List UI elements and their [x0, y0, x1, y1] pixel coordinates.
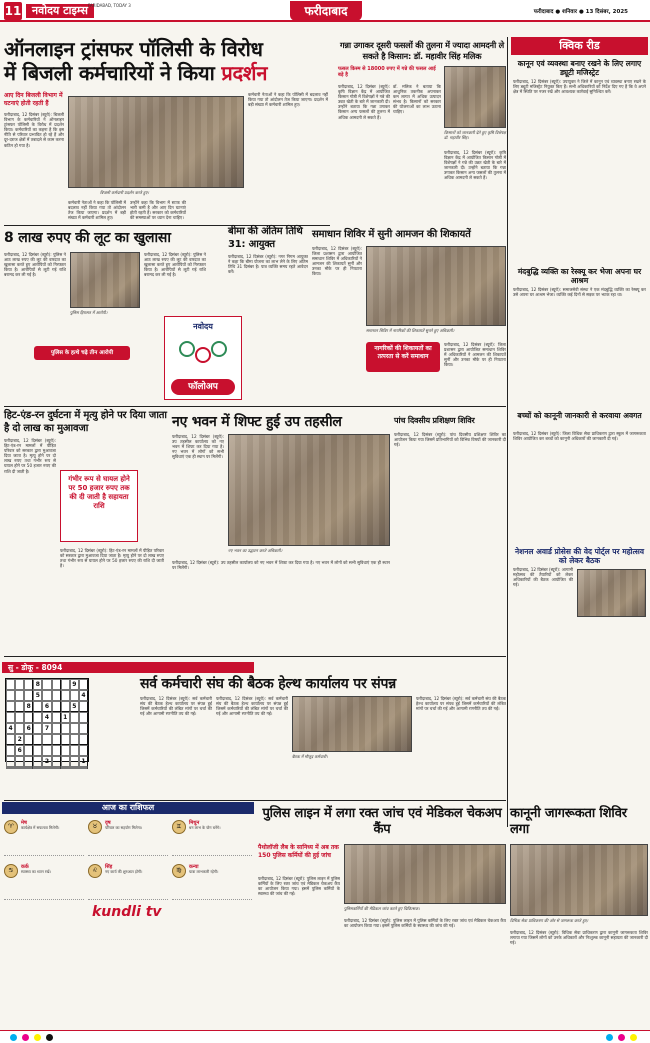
lead-headline-highlight: प्रदर्शन [221, 61, 268, 85]
footer-color-bar [0, 1030, 650, 1043]
sudoku-cell[interactable] [61, 690, 70, 701]
farmers-kicker: फसल किस्म से 18000 रुपए में गन्ने की फसल आई बड़े है [338, 66, 436, 79]
sudoku-cell[interactable] [61, 723, 70, 734]
quick-read-item4-head: नेशनल अवार्ड प्रोसेस की वेद पोर्ट्ल पर महोत्सव को लेकर बैठक [514, 547, 645, 565]
sudoku-cell[interactable] [52, 734, 61, 745]
rashi-item [88, 818, 168, 856]
blood-camp-caption: पुलिसकर्मियों की मेडिकल जांच करते हुए चिकित्सक। [344, 906, 420, 911]
sudoku-cell[interactable]: 6 [15, 745, 24, 756]
rashi-name: सिंह [105, 864, 113, 870]
rashi-name: मेष [21, 820, 27, 826]
union-photo [292, 696, 412, 752]
sudoku-cell[interactable] [6, 701, 15, 712]
farmers-headline: गन्ना उगाकर दूसरी फसलों की तुलना में ज्यादा आमदनी ले सकते है किसान: डॉ. महावीर सिंह मलिक [339, 40, 504, 61]
sudoku-cell[interactable] [42, 745, 51, 756]
quick-read-item1-body: फरीदाबाद, 12 दिसंबर (ब्यूरो): उपायुक्त ने जिले में कानून एवं व्यवस्था बनाए रखने के लिए ड्यूटी मजिस्ट्रेट नियुक्त किए हैं। सभी अधिकारियों को निर्देश दिए गए हैं कि वे अपने क्षेत्र में स्थिति पर नजर रखें और आवश्यक कार्रवाई सुनिश्चित करें। [513, 79, 646, 95]
sudoku-cell[interactable] [24, 690, 33, 701]
lead-photo [68, 96, 244, 188]
yellow-swatch [34, 1034, 41, 1041]
samadhan-photo [366, 246, 506, 326]
sudoku-cell[interactable] [15, 767, 24, 769]
sudoku-cell[interactable] [33, 756, 42, 767]
farmers-photo [444, 66, 506, 128]
union-headline: सर्व कर्मचारी संघ की बैठक हेल्थ कार्यालय पर संपन्न [140, 676, 397, 692]
union-body: फरीदाबाद, 12 दिसंबर (ब्यूरो): सर्व कर्मचारी संघ की बैठक हेल्थ कार्यालय पर संपन्न हुई जिसमें कर्मचारियों की लंबित मांगों पर चर्चा की गई और आगामी रणनीति तय की गई। [140, 696, 212, 717]
app-ad-circles [179, 337, 227, 375]
samadhan-headline-text: समाधान शिविर में सुनी आमजन की शिकायतें [312, 229, 471, 240]
tehsil-headline: नए भवन में शिफ्ट हुई उप तहसील [172, 414, 342, 430]
sudoku-cell[interactable] [42, 679, 51, 690]
sudoku-cell[interactable] [15, 679, 24, 690]
rashi-text: स्वास्थ्य का ध्यान रखें। [21, 869, 51, 874]
loot-caption: पुलिस हिरासत में आरोपी। [70, 310, 108, 315]
sudoku-cell[interactable] [15, 723, 24, 734]
quick-read-item3-head: बच्चों को कानूनी जानकारी से करवाया अवगत [517, 411, 642, 420]
sudoku-cell[interactable] [15, 690, 24, 701]
sudoku-cell[interactable] [79, 723, 88, 734]
loot-badge: पुलिस के हत्थे चढ़े तीन आरोपी [34, 346, 130, 360]
yellow-swatch [630, 1034, 637, 1041]
column-divider [507, 37, 508, 827]
quick-read-item1-head: कानून एवं व्यवस्था बनाए रखने के लिए लगाए ड्यूटी मजिस्ट्रेट [517, 59, 642, 77]
cyan-swatch [10, 1034, 17, 1041]
sudoku-cell[interactable]: 5 [33, 690, 42, 701]
lead-body-continued: कर्मचारी नेताओं ने कहा कि पॉलिसी में बदलाव नहीं किया गया तो आंदोलन तेज किया जाएगा। प्रदर्शन में बड़ी संख्या में कर्मचारी शामिल हुए। [248, 92, 328, 108]
sudoku-cell[interactable] [70, 734, 79, 745]
kundli-brand: kundli tv [92, 904, 162, 920]
sudoku-cell[interactable] [61, 734, 70, 745]
lead-headline-part: में बिजली कर्मचारियों ने किया [4, 61, 215, 85]
zodiac-icon: ♋ [4, 864, 18, 878]
sudoku-cell[interactable] [6, 767, 15, 769]
farmers-body-2: डॉ. मलिक ने बताया कि आधुनिक तकनीक अपनाकर कम लागत में अधिक उत्पादन संभव है। किसानों को सरकार की योजनाओं का लाभ उठाना चाहिए। [393, 84, 441, 115]
samadhan-body-2: फरीदाबाद, 12 दिसंबर (ब्यूरो): जिला प्रशासन द्वारा आयोजित समाधान शिविर में अधिकारियों ने आमजन की शिकायतें सुनीं और उनका मौके पर ही निपटारा किया। [444, 342, 506, 368]
loot-photo [70, 252, 140, 308]
divider [4, 656, 506, 657]
sudoku-cell[interactable] [33, 767, 42, 769]
quick-read-sidebar [509, 37, 650, 867]
sudoku-cell[interactable] [70, 756, 79, 767]
sudoku-cell[interactable]: 4 [79, 690, 88, 701]
loot-body: फरीदाबाद, 12 दिसंबर (ब्यूरो): पुलिस ने आठ लाख रुपए की लूट की वारदात का खुलासा करते हुए आरोपियों को गिरफ्तार किया है। आरोपियों से लूटी गई राशि बरामद कर ली गई है। [4, 252, 66, 278]
lead-headline [4, 37, 334, 85]
sudoku-cell[interactable]: 7 [42, 723, 51, 734]
lead-headline-line-1: ऑनलाइन ट्रांसफर पॉलिसी के विरोध [4, 37, 263, 61]
sudoku-cell[interactable] [70, 690, 79, 701]
farmers-body: फरीदाबाद, 12 दिसंबर (ब्यूरो): कृषि विज्ञान केंद्र में आयोजित किसान गोष्ठी में विशेषज्ञों ने गन्ने की उन्नत खेती के बारे में जानकारी दी। उन्होंने बताया कि गन्ना उगाकर किसान अन्य फसलों की तुलना में अधिक आमदनी ले सकते हैं। [338, 84, 390, 120]
rashi-text: यात्रा लाभकारी रहेगी। [189, 869, 219, 874]
sudoku-band: सु - डोकू - 8094 [2, 662, 254, 673]
app-ad-label: फॉलोअप [171, 379, 235, 395]
tehsil-photo [228, 434, 390, 546]
union-body-2: फरीदाबाद, 12 दिसंबर (ब्यूरो): सर्व कर्मचारी संघ की बैठक हेल्थ कार्यालय पर संपन्न हुई जिसमें कर्मचारियों की लंबित मांगों पर चर्चा की गई और आगामी रणनीति तय की गई। [216, 696, 288, 717]
rashi-item [4, 818, 84, 856]
divider [4, 800, 506, 801]
accident-box: गंभीर रूप से घायल होने पर 50 हजार रुपए तक की दी जाती है सहायता राशि [60, 470, 138, 542]
sudoku-cell[interactable]: 1 [79, 756, 88, 767]
sudoku-cell[interactable]: 2 [42, 756, 51, 767]
sudoku-cell[interactable] [24, 767, 33, 769]
sudoku-cell[interactable] [61, 679, 70, 690]
sudoku-cell[interactable] [33, 701, 42, 712]
masthead [0, 0, 650, 22]
farmers-body-3: फरीदाबाद, 12 दिसंबर (ब्यूरो): कृषि विज्ञान केंद्र में आयोजित किसान गोष्ठी में विशेषज्ञों ने गन्ने की उन्नत खेती के बारे में जानकारी दी। उन्होंने बताया कि गन्ना उगाकर किसान अन्य फसलों की तुलना में अधिक आमदनी ले सकते हैं। [444, 150, 506, 181]
zodiac-icon: ♈ [4, 820, 18, 834]
zodiac-icon: ♌ [88, 864, 102, 878]
sudoku-cell[interactable] [6, 734, 15, 745]
quick-read-photo [577, 569, 646, 617]
black-swatch [46, 1034, 53, 1041]
brand-logo: नवोदय टाइम्स [26, 4, 94, 18]
sudoku-cell[interactable] [52, 679, 61, 690]
blood-camp-photo [344, 844, 506, 904]
legal-camp-body: फरीदाबाद, 12 दिसंबर (ब्यूरो): विधिक सेवा प्राधिकरण द्वारा कानूनी जागरूकता शिविर लगाया गया जिसमें लोगों को उनके अधिकारों और निःशुल्क कानूनी सहायता की जानकारी दी गई। [510, 930, 648, 946]
training-headline: पांच दिवसीय प्रशिक्षण शिविर [394, 416, 475, 425]
insurance-headline: बीमा की अंतिम तिथि 31: आयुक्त [228, 226, 303, 250]
sudoku-cell[interactable] [70, 712, 79, 723]
sudoku-cell[interactable] [42, 690, 51, 701]
sudoku-cell[interactable] [42, 767, 51, 769]
insurance-body: फरीदाबाद, 12 दिसंबर (ब्यूरो): नगर निगम आयुक्त ने कहा कि बीमा योजना का लाभ लेने के लिए अंतिम तिथि 31 दिसंबर है। पात्र व्यक्ति समय रहते आवेदन करें। [228, 254, 308, 275]
quick-read-item2-body: फरीदाबाद, 12 दिसंबर (ब्यूरो): समाजसेवी संस्था ने एक मंदबुद्धि व्यक्ति का रेस्क्यू कर उसे अपना घर आश्रम भेजा। व्यक्ति कई दिनों से सड़क पर भटक रहा था। [513, 287, 646, 298]
sudoku-cell[interactable] [61, 767, 70, 769]
tehsil-body-2: फरीदाबाद, 12 दिसंबर (ब्यूरो): उप तहसील कार्यालय को नए भवन में शिफ्ट कर दिया गया है। नए भवन में लोगों को सभी सुविधाएं एक ही स्थान पर मिलेंगी। [172, 560, 390, 571]
samadhan-caption: समाधान शिविर में नागरिकों की शिकायतें सुनते हुए अधिकारी। [366, 328, 455, 333]
sudoku-cell[interactable] [52, 723, 61, 734]
blood-camp-headline: पुलिस लाइन में लगा रक्त जांच एवं मेडिकल चेकअप कैंप [262, 806, 502, 837]
zodiac-icon: ♉ [88, 820, 102, 834]
rashi-name: वृष [105, 820, 111, 826]
divider [4, 406, 506, 407]
lead-headline-line-2 [4, 61, 334, 85]
sudoku-cell[interactable] [61, 701, 70, 712]
sudoku-cell[interactable]: 8 [33, 679, 42, 690]
samadhan-quote: नागरिकों की शिकायतों का तत्परता से करें समाधान [366, 342, 440, 372]
sudoku-cell[interactable]: 9 [70, 679, 79, 690]
sudoku-cell[interactable]: 4 [6, 723, 15, 734]
sudoku-cell[interactable] [52, 767, 61, 769]
union-caption: बैठक में मौजूद कर्मचारी। [292, 754, 328, 759]
app-ad-brand: नवोदय [193, 322, 213, 331]
rashi-item [172, 818, 252, 856]
sudoku-cell[interactable] [33, 734, 42, 745]
rashi-item [4, 862, 84, 900]
rashi-name: कर्क [21, 864, 29, 870]
lead-body-2: कर्मचारी नेताओं ने कहा कि पॉलिसी में बदलाव नहीं किया गया तो आंदोलन तेज किया जाएगा। प्रदर्शन में बड़ी संख्या में कर्मचारी शामिल हुए। [68, 200, 126, 221]
rashi-item [88, 862, 168, 900]
sudoku-cell[interactable]: 6 [42, 701, 51, 712]
loot-headline: 8 लाख रुपए की लूट का खुलासा [4, 230, 171, 246]
sudoku-cell[interactable] [70, 767, 79, 769]
legal-camp-headline: कानूनी जागरूकता शिविर लगा [510, 806, 627, 837]
sudoku-cell[interactable] [61, 745, 70, 756]
brand-subtitle: FARIDABAD, TODAY 3 [88, 3, 131, 8]
lead-caption: बिजली कर्मचारी प्रदर्शन करते हुए। [100, 190, 150, 195]
accident-body: फरीदाबाद, 12 दिसंबर (ब्यूरो): हिट-एंड-रन मामलों में पीड़ित परिवार को सरकार द्वारा मुआवजा दिया जाता है। मृत्यु होने पर दो लाख रुपए तथा गंभीर रूप से घायल होने पर 50 हजार रुपए की राशि दी जाती है। [4, 438, 56, 474]
rashi-text: नए कार्य की शुरुआत होगी। [105, 869, 143, 874]
sudoku-cell[interactable] [6, 679, 15, 690]
legal-camp-caption: विधिक सेवा प्राधिकरण की ओर से जागरूक करते हुए। [510, 918, 589, 923]
sudoku-cell[interactable]: 8 [24, 701, 33, 712]
training-body: फरीदाबाद, 12 दिसंबर (ब्यूरो): पांच दिवसीय प्रशिक्षण शिविर का आयोजन किया गया जिसमें प्रतिभागियों को विभिन्न विषयों की जानकारी दी गई। [394, 432, 506, 448]
tehsil-body: फरीदाबाद, 12 दिसंबर (ब्यूरो): उप तहसील कार्यालय को नए भवन में शिफ्ट कर दिया गया है। नए भवन में लोगों को सभी सुविधाएं एक ही स्थान पर मिलेंगी। [172, 434, 224, 460]
sudoku-cell[interactable] [33, 723, 42, 734]
sudoku-cell[interactable] [52, 756, 61, 767]
loot-body-2: फरीदाबाद, 12 दिसंबर (ब्यूरो): पुलिस ने आठ लाख रुपए की लूट की वारदात का खुलासा करते हुए आरोपियों को गिरफ्तार किया है। आरोपियों से लूटी गई राशि बरामद कर ली गई है। [144, 252, 206, 278]
rashi-text: परिवार का सहयोग मिलेगा। [105, 825, 143, 830]
sudoku-cell[interactable] [79, 679, 88, 690]
sudoku-cell[interactable] [42, 734, 51, 745]
sudoku-cell[interactable] [52, 712, 61, 723]
sudoku-cell[interactable] [24, 756, 33, 767]
farmers-caption: किसानों को जानकारी देते हुए कृषि विशेषज्ञ डॉ. महावीर सिंह। [444, 130, 506, 140]
sudoku-cell[interactable] [52, 745, 61, 756]
sudoku-cell[interactable] [24, 745, 33, 756]
lead-body-3: उन्होंने कहा कि विभाग में स्टाफ की भारी कमी है और आए दिन घटनाएं होती रहती हैं। सरकार को कर्मचारियों की समस्याओं पर ध्यान देना चाहिए। [130, 200, 186, 221]
sudoku-cell[interactable] [70, 745, 79, 756]
sudoku-cell[interactable] [6, 690, 15, 701]
magenta-swatch [618, 1034, 625, 1041]
sudoku-cell[interactable] [6, 756, 15, 767]
legal-camp-photo [510, 844, 648, 916]
blood-camp-body-2: फरीदाबाद, 12 दिसंबर (ब्यूरो): पुलिस लाइन में पुलिस कर्मियों के लिए रक्त जांच एवं मेडिकल चेकअप कैंप का आयोजन किया गया। इसमें पुलिस कर्मियों के स्वास्थ्य की जांच की गई। [344, 918, 506, 929]
rashi-name: मिथुन [189, 820, 200, 826]
sudoku-cell[interactable] [61, 756, 70, 767]
sudoku-cell[interactable] [24, 712, 33, 723]
quick-read-title: क्विक रीड [511, 37, 648, 55]
cyan-swatch [606, 1034, 613, 1041]
rashi-name: कन्या [189, 864, 199, 870]
section-title: फरीदाबाद [290, 1, 362, 21]
sudoku-cell[interactable] [24, 734, 33, 745]
sudoku-cell[interactable] [6, 745, 15, 756]
accident-body-2: फरीदाबाद, 12 दिसंबर (ब्यूरो): हिट-एंड-रन मामलों में पीड़ित परिवार को सरकार द्वारा मुआवजा दिया जाता है। मृत्यु होने पर दो लाख रुपए तथा गंभीर रूप से घायल होने पर 50 हजार रुपए की राशि दी जाती है। [60, 548, 164, 569]
sudoku-cell[interactable]: 6 [24, 723, 33, 734]
sudoku-cell[interactable] [33, 712, 42, 723]
sudoku-grid[interactable] [5, 678, 89, 765]
samadhan-headline [312, 228, 508, 241]
sudoku-cell[interactable] [79, 734, 88, 745]
accident-headline: हिट-एंड-रन दुर्घटना में मृत्यु होने पर दिया जाता है दो लाख का मुआवजा [4, 410, 167, 434]
sudoku-cell[interactable] [24, 679, 33, 690]
quick-read-item2-head: मंदबुद्धि व्यक्ति का रेस्क्यू कर भेजा अपना घर आश्रम [517, 267, 642, 285]
sudoku-cell[interactable]: 2 [15, 734, 24, 745]
date-line: फरीदाबाद ● शनिवार ● 13 दिसंबर, 2025 [533, 9, 628, 15]
app-ad[interactable] [164, 316, 242, 400]
sudoku-cell[interactable] [79, 767, 88, 769]
sudoku-cell[interactable] [79, 745, 88, 756]
rashifal-title: आज का राशिफल [2, 802, 254, 814]
sudoku-cell[interactable]: 5 [70, 701, 79, 712]
lead-body-1: फरीदाबाद, 12 दिसंबर (ब्यूरो): बिजली विभाग के कर्मचारियों ने ऑनलाइन ट्रांसफर पॉलिसी के विरोध में प्रदर्शन किया। कर्मचारियों का कहना है कि इस नीति से परिवार प्रभावित हो रहे हैं और दूर-दराज क्षेत्रों में तबादले से काम करना कठिन हो गया है। [4, 112, 64, 148]
sudoku-cell[interactable] [6, 712, 15, 723]
rashi-text: धन लाभ के योग बनेंगे। [189, 825, 221, 830]
sudoku-cell[interactable] [15, 701, 24, 712]
sudoku-cell[interactable] [15, 712, 24, 723]
rashi-text: कार्यक्षेत्र में सफलता मिलेगी। [21, 825, 60, 830]
quick-read-item3-body: फरीदाबाद, 12 दिसंबर (ब्यूरो): जिला विधिक सेवा प्राधिकरण द्वारा स्कूल में जागरूकता शिविर आयोजित कर बच्चों को कानूनी अधिकारों की जानकारी दी गई। [513, 431, 646, 442]
page-number: 11 [4, 4, 22, 18]
blood-camp-body: फरीदाबाद, 12 दिसंबर (ब्यूरो): पुलिस लाइन में पुलिस कर्मियों के लिए रक्त जांच एवं मेडिकल चेकअप कैंप का आयोजन किया गया। इसमें पुलिस कर्मियों के स्वास्थ्य की जांच की गई। [258, 876, 340, 897]
sudoku-cell[interactable] [52, 690, 61, 701]
sudoku-cell[interactable]: 4 [42, 712, 51, 723]
samadhan-body: फरीदाबाद, 12 दिसंबर (ब्यूरो): जिला प्रशासन द्वारा आयोजित समाधान शिविर में अधिकारियों ने आमजन की शिकायतें सुनीं और उनका मौके पर ही निपटारा किया। [312, 246, 362, 277]
union-body-3: फरीदाबाद, 12 दिसंबर (ब्यूरो): सर्व कर्मचारी संघ की बैठक हेल्थ कार्यालय पर संपन्न हुई जिसमें कर्मचारियों की लंबित मांगों पर चर्चा की गई और आगामी रणनीति तय की गई। [416, 696, 506, 712]
sudoku-cell[interactable] [52, 701, 61, 712]
zodiac-icon: ♍ [172, 864, 186, 878]
sudoku-cell[interactable] [15, 756, 24, 767]
rashi-item [172, 862, 252, 900]
zodiac-icon: ♊ [172, 820, 186, 834]
sudoku-cell[interactable] [79, 701, 88, 712]
blood-camp-kicker: पैथोलॉजी लैब के सानिध्य में अब तक 150 पुलिस कर्मियों की हुई जांच [258, 844, 339, 859]
sudoku-cell[interactable] [79, 712, 88, 723]
magenta-swatch [22, 1034, 29, 1041]
sudoku-cell[interactable] [33, 745, 42, 756]
sudoku-cell[interactable]: 1 [61, 712, 70, 723]
tehsil-caption: नए भवन का उद्घाटन करते अधिकारी। [228, 548, 283, 553]
sudoku-cell[interactable] [70, 723, 79, 734]
lead-kicker: आए दिन बिजली विभाग में घटनाएं होती रहती हैं [4, 92, 63, 107]
quick-read-item4-body: फरीदाबाद, 12 दिसंबर (ब्यूरो): आगामी महोत्सव की तैयारियों को लेकर अधिकारियों की बैठक आयोजित की गई। [513, 567, 573, 588]
